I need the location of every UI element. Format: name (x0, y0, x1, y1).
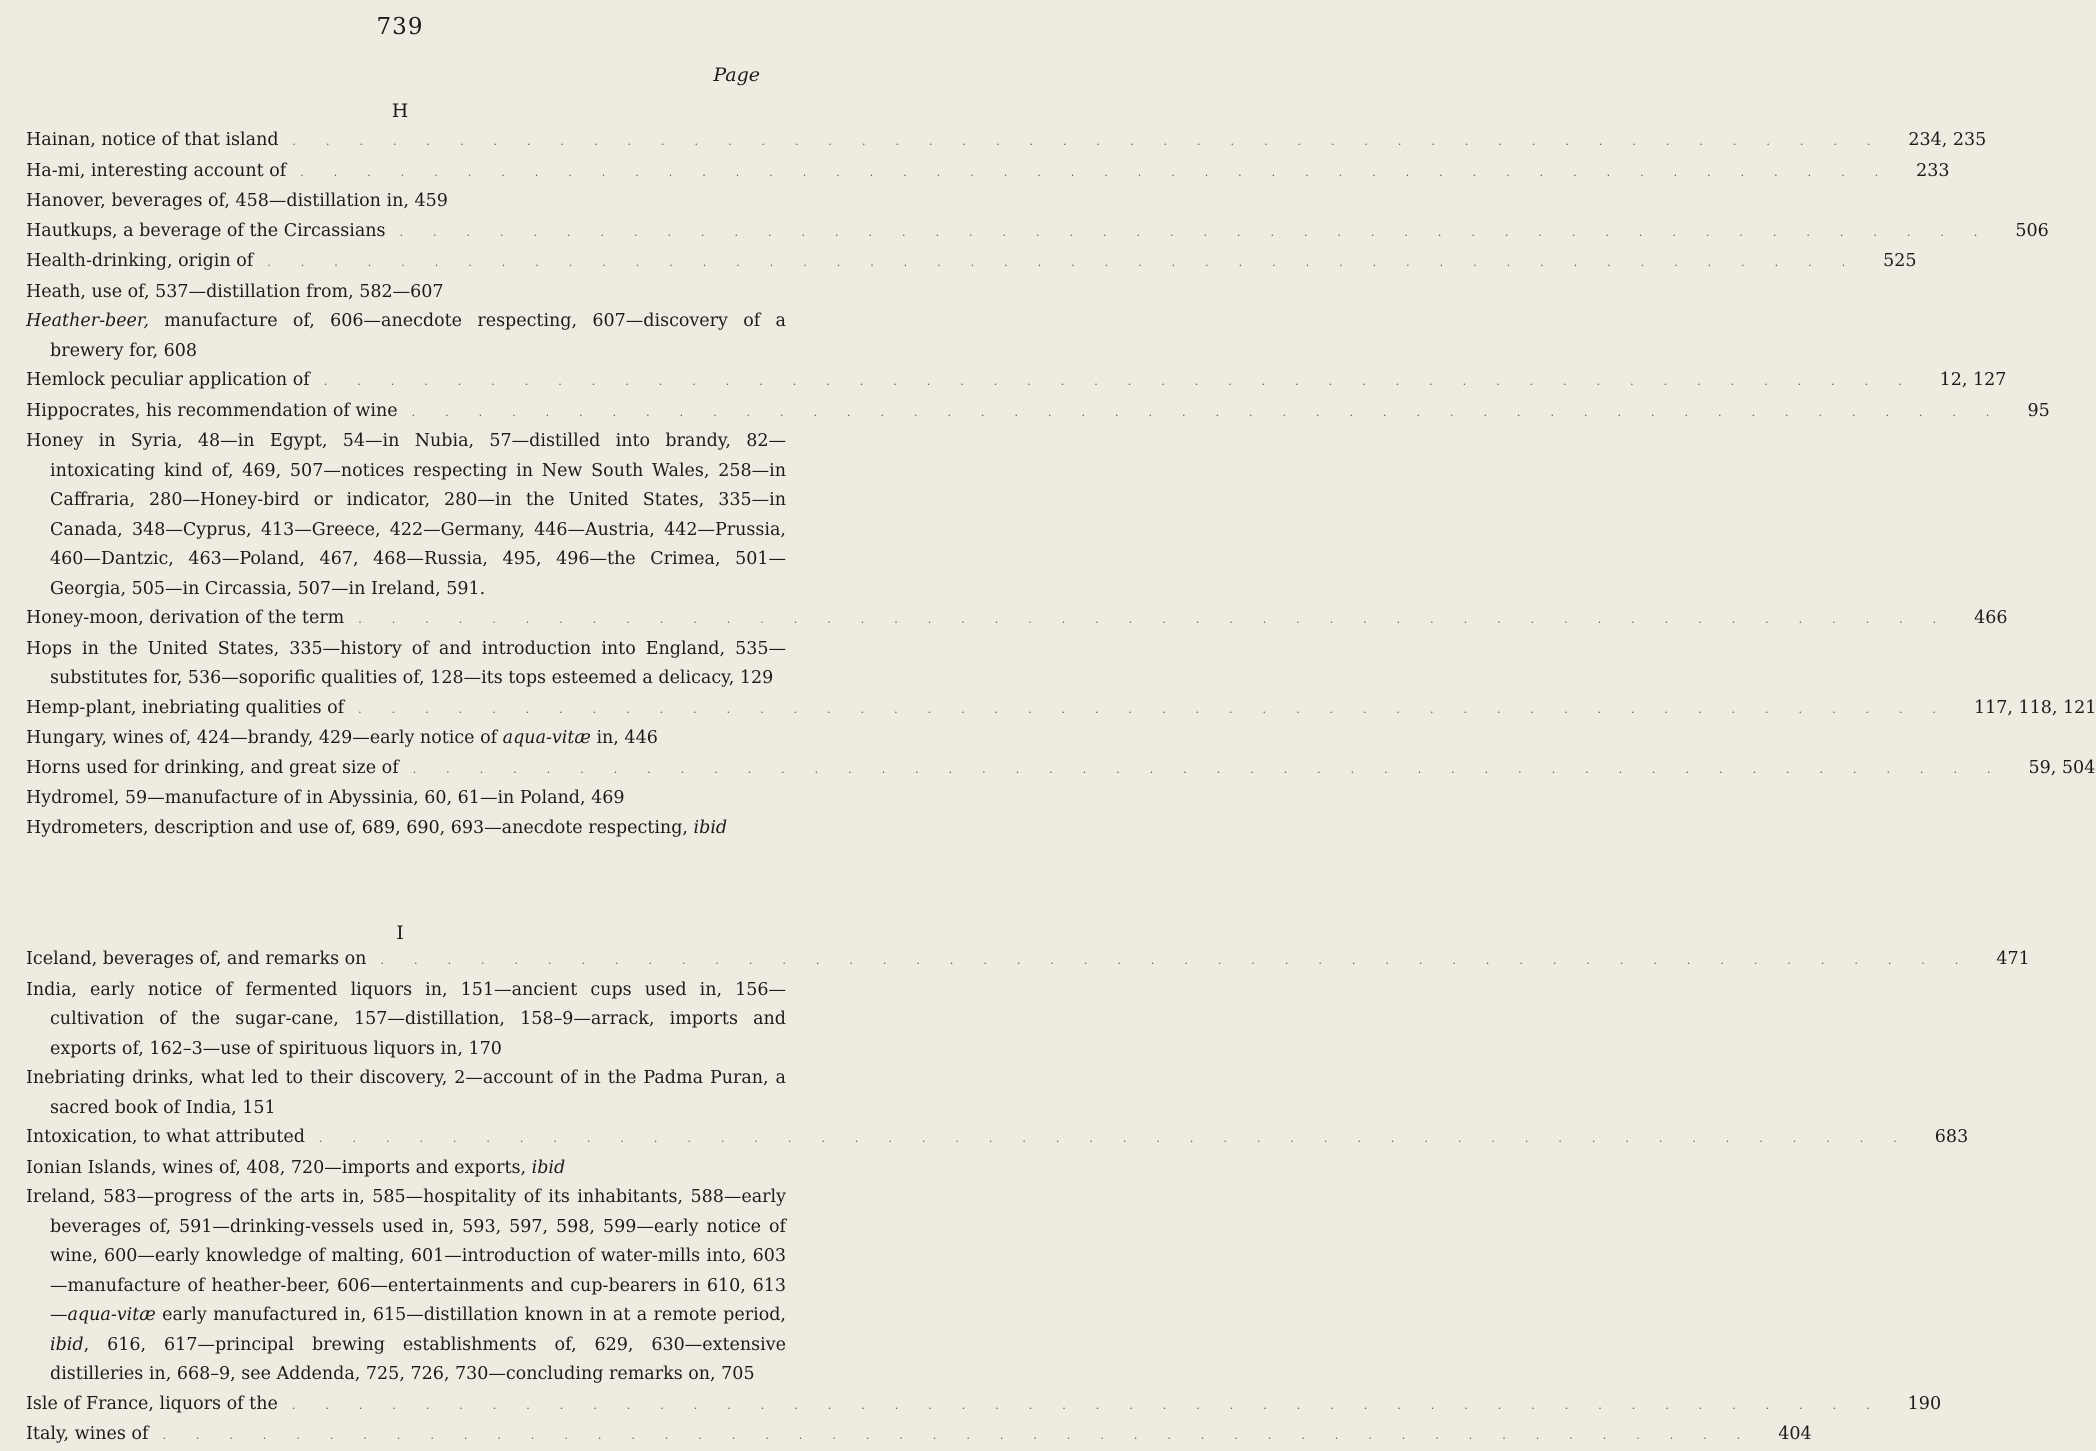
index-entry (26, 1064, 786, 1123)
entry-text: India, early notice of fermented liquors in, 151—ancient cups used in, 156—cultivation of the sugar-cane, 157—distillation, 158–9—arrack, imports and exports of, 162–3—use of spirituous liquors in, 170 (26, 979, 786, 1059)
entry-text: Hydrometers, description and use of, 689, 690, 693—anecdote respecting, (26, 817, 694, 838)
entry-text: Iceland, beverages of, and remarks on (26, 949, 367, 969)
entry-text: Italy, wines of (26, 1424, 149, 1444)
entry-pages: 59, 504 (2028, 757, 2096, 778)
index-entry (26, 247, 1917, 278)
entry-text: Isle of France, liquors of the (26, 1393, 278, 1414)
section-h-entries (26, 126, 2096, 843)
index-entry (26, 635, 786, 694)
leader-dots: ................................................ (411, 405, 2020, 419)
entry-italic: aqua-vitæ (502, 728, 591, 748)
entry-italic: ibid (531, 1157, 566, 1178)
entry-text: Inebriating drinks, what led to their discovery, 2—account of in the Padma Puran, a sacred book of India, 151 (26, 1068, 786, 1118)
index-entry (26, 784, 786, 814)
entry-text: Hautkups, a beverage of the Circassians (26, 220, 386, 241)
index-entry (26, 126, 1987, 157)
entry-text: Hydromel, 59—manufacture of in Abyssinia, 60, 61—in Poland, 469 (26, 788, 625, 808)
index-entry (26, 187, 786, 217)
entry-pages: 234, 235 (1908, 130, 1987, 150)
entry-pages: 190 (1907, 1393, 1942, 1414)
entry-text: Hemp-plant, inebriating qualities of (26, 697, 345, 718)
section-letter-h: H (391, 100, 409, 122)
index-entry (26, 976, 786, 1065)
index-entry (26, 945, 2030, 976)
leader-dots: ................................................ (267, 256, 1876, 269)
index-entry (26, 1183, 786, 1390)
entry-text: Hungary, wines of, 424—brandy, 429—early notice of (26, 728, 503, 748)
entry-text: Hanover, beverages of, 458—distillation in, 459 (26, 191, 448, 211)
leader-dots: ................................................ (412, 762, 2021, 776)
entry-text: Honey-moon, derivation of the term (26, 608, 345, 628)
index-entry (26, 366, 2007, 397)
entry-text: Honey in Syria, 48—in Egypt, 54—in Nubia, 57—distilled into brandy, 82—intoxicating kind of, 469, 507—notices respecting in New South Wales, 258—in Caffraria, 280—Honey-bird or indicator, 280—in the United States, 335—in Canada, 348—Cyprus, 413—Greece, 422—Germany, 446—Austria, 442—Prussia, 460—Dantzic, 463—Poland, 467, 468—Russia, 495, 496—the Crimea, 501—Georgia, 505—in Circassia, 507—in Ireland, 591. (26, 431, 786, 599)
entry-pages: 12, 127 (1939, 370, 2007, 390)
leader-dots: ................................................ (318, 1132, 1927, 1145)
entry-text: Intoxication, to what attributed (26, 1127, 305, 1147)
entry-pages: 466 (1974, 608, 2008, 628)
entry-italic: ibid (693, 817, 728, 838)
leader-dots: ................................................ (358, 702, 1966, 716)
entry-pages: 506 (2015, 220, 2049, 241)
page-number: 739 (376, 14, 424, 40)
entry-text: Horns used for drinking, and great size of (26, 757, 399, 778)
leader-dots: ................................................ (291, 1398, 1900, 1412)
entry-italic: aqua-vitæ (67, 1305, 156, 1325)
index-entry (26, 724, 786, 754)
index-entry (26, 397, 2050, 428)
leader-dots: ................................................ (300, 165, 1909, 179)
leader-dots: ................................................ (380, 954, 1989, 967)
entry-text: Ionian Islands, wines of, 408, 720—imports and exports, (26, 1157, 532, 1178)
entry-heading: Heather-beer, (26, 311, 149, 331)
entry-pages: 404 (1778, 1424, 1812, 1444)
index-entry (26, 1420, 1812, 1451)
index-entry (26, 814, 786, 844)
leader-dots: ................................................ (292, 135, 1901, 148)
index-entry (26, 157, 1950, 188)
index-entry (26, 278, 786, 308)
entry-text: Heath, use of, 537—distillation from, 582—607 (26, 281, 444, 302)
index-entry (26, 427, 786, 604)
section-i-entries (26, 945, 2030, 1451)
index-entry (26, 754, 2096, 785)
index-entry (26, 307, 786, 366)
index-entry (26, 1123, 1969, 1154)
entry-italic: ibid (50, 1334, 84, 1355)
leader-dots: ................................................ (162, 1429, 1771, 1442)
entry-text-after: in, 446 (590, 728, 658, 748)
index-entry (26, 1154, 786, 1184)
index-entry (26, 1390, 1942, 1421)
entry-text: Health-drinking, origin of (26, 251, 254, 271)
index-entry (26, 694, 2096, 725)
entry-pages: 117, 118, 121 (1973, 697, 2096, 718)
entry-text: , 616, 617—principal brewing establishments of, 629, 630—extensive distilleries in, 668–9, see Addenda, 725, 726, 730—concluding remarks on, 705 (50, 1334, 786, 1384)
page-column-label: Page (713, 64, 760, 86)
leader-dots: ................................................ (358, 613, 1967, 626)
entry-text: Hemlock peculiar application of (26, 370, 310, 390)
entry-text: Ha-mi, interesting account of (26, 160, 287, 181)
leader-dots: ................................................ (399, 225, 2008, 239)
entry-pages: 233 (1916, 160, 1950, 181)
index-entry (26, 604, 2008, 635)
entry-pages: 471 (1996, 949, 2030, 969)
entry-text: Hainan, notice of that island (26, 130, 279, 150)
entry-pages: 95 (2027, 400, 2050, 421)
leader-dots: ................................................ (323, 375, 1932, 388)
entry-text: manufacture of, 606—anecdote respecting, 607—discovery of a brewery for, 608 (50, 311, 786, 361)
entry-text: Hippocrates, his recommendation of wine (26, 400, 398, 421)
index-entry (26, 217, 2049, 248)
entry-pages: 525 (1883, 251, 1917, 271)
section-letter-i: I (396, 922, 404, 944)
entry-text: Ireland, 583—progress of the arts in, 585—hospitality of its inhabitants, 588—early beverages of, 591—drinking-vessels used in, 593, 597, 598, 599—early notice of wine, 600—early knowledge of malting, 601—introduction of water-mills into, 603—manufacture of heather-beer, 606—entertainments and cup-bearers in 610, 613— (26, 1187, 786, 1325)
entry-text: early manufactured in, 615—distillation known in at a remote period, (155, 1305, 786, 1325)
entry-pages: 683 (1934, 1127, 1969, 1147)
entry-text: Hops in the United States, 335—history of and introduction into England, 535—substitutes for, 536—soporific qualities of, 128—its tops esteemed a delicacy, 129 (26, 638, 786, 688)
